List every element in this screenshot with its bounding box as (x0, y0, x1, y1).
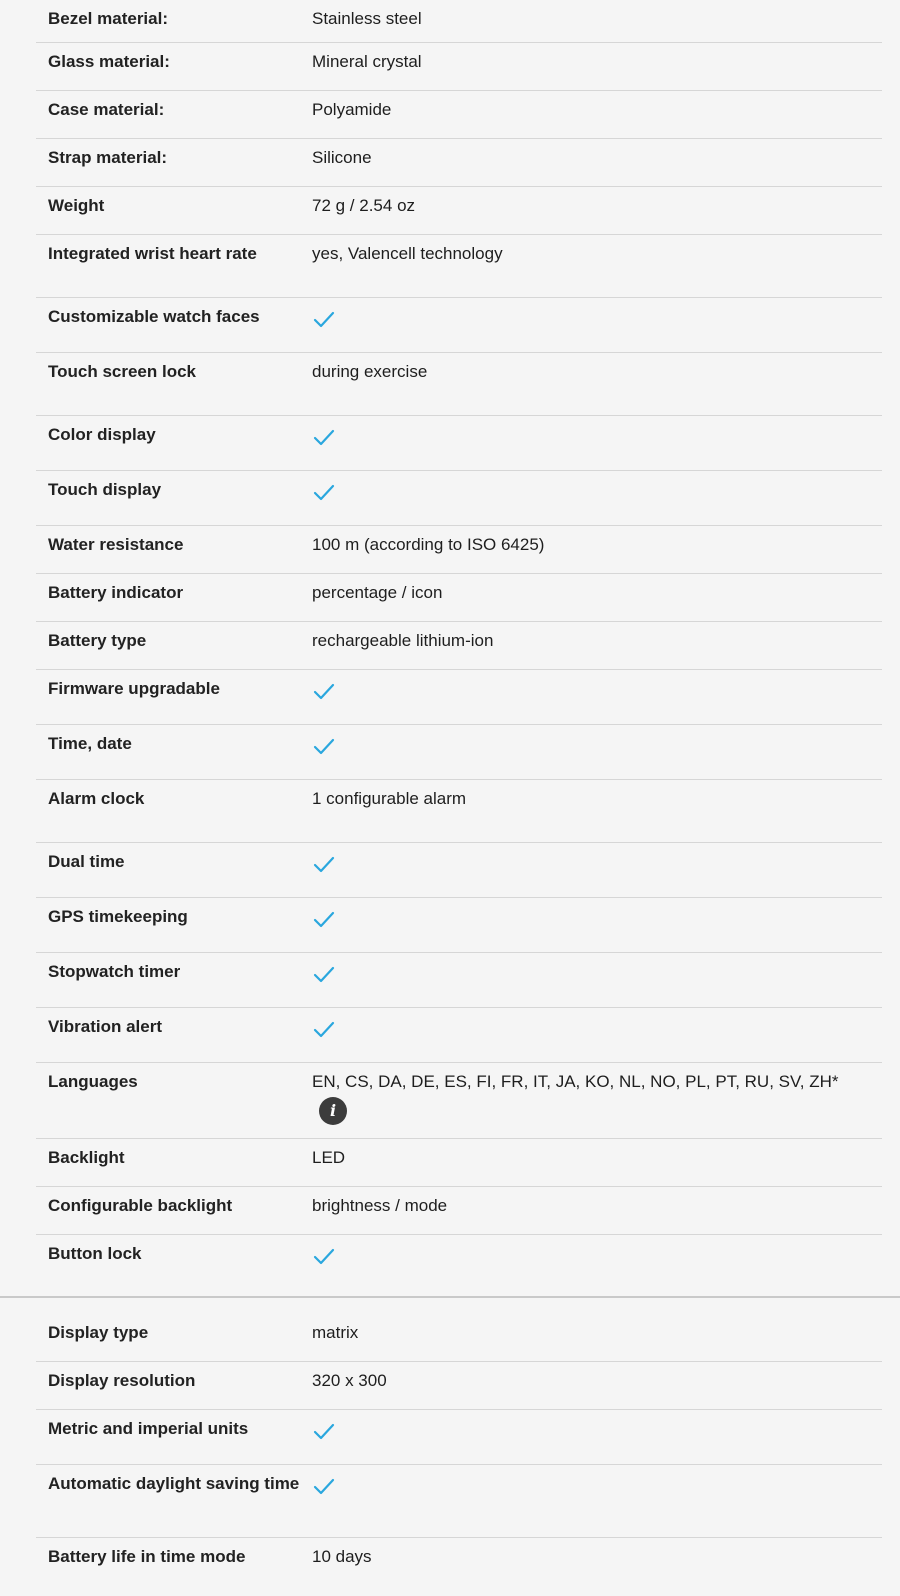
spec-row-display-type (36, 1314, 882, 1362)
spec-row-weight (36, 187, 882, 235)
spec-value (312, 1538, 882, 1586)
spec-value (312, 526, 882, 573)
spec-value (312, 187, 882, 234)
spec-value-text: matrix (312, 1323, 359, 1342)
spec-value-text: 320 x 300 (312, 1371, 387, 1390)
check-icon (312, 1245, 336, 1267)
spec-value (312, 0, 882, 42)
spec-value (312, 1235, 882, 1283)
spec-row-dual-time (36, 843, 882, 898)
spec-label: Display type (48, 1323, 149, 1342)
spec-value (312, 1362, 882, 1409)
spec-value-text: LED (312, 1148, 346, 1167)
spec-row-vibration-alert (36, 1008, 882, 1063)
spec-row-gps-timekeeping (36, 898, 882, 953)
spec-label: Weight (48, 196, 105, 215)
spec-label: Dual time (48, 852, 125, 871)
check-icon (312, 308, 336, 330)
spec-row-configurable-backlight (36, 1187, 882, 1235)
spec-row-firmware-upgradable (36, 670, 882, 725)
spec-label: Metric and imperial units (48, 1419, 249, 1438)
spec-row-strap-material (36, 139, 882, 187)
spec-label: Glass material: (48, 52, 170, 71)
spec-row-case-material (36, 91, 882, 139)
spec-label: Firmware upgradable (48, 679, 220, 698)
spec-value (312, 416, 882, 470)
check-icon (312, 1475, 336, 1497)
spec-label: Water resistance (48, 535, 184, 554)
spec-value (312, 898, 882, 952)
spec-label: Stopwatch timer (48, 962, 181, 981)
spec-value (312, 1008, 882, 1062)
spec-value (312, 1410, 882, 1464)
spec-label: Display resolution (48, 1371, 196, 1390)
spec-row-glass-material (36, 43, 882, 91)
spec-label: Alarm clock (48, 789, 145, 808)
spec-label: Battery type (48, 631, 147, 650)
spec-row-battery-type (36, 622, 882, 670)
spec-row-battery-life-in-time-mode (36, 1538, 882, 1586)
spec-row-backlight (36, 1139, 882, 1187)
spec-row-battery-indicator (36, 574, 882, 622)
check-icon (312, 908, 336, 930)
spec-value (312, 622, 882, 669)
spec-label: Backlight (48, 1148, 125, 1167)
spec-value (312, 471, 882, 525)
spec-label: Touch display (48, 480, 162, 499)
spec-label: Strap material: (48, 148, 168, 167)
spec-value (312, 725, 882, 779)
spec-value-text: rechargeable lithium-ion (312, 631, 494, 650)
spec-row-bezel-material (36, 0, 882, 43)
spec-value (312, 843, 882, 897)
check-icon (312, 853, 336, 875)
spec-value-text: EN, CS, DA, DE, ES, FI, FR, IT, JA, KO, NL, NO, PL, PT, RU, SV, ZH* (312, 1072, 839, 1091)
spec-value (312, 1314, 882, 1361)
spec-value (312, 235, 882, 297)
spec-value (312, 1063, 882, 1138)
spec-value-text: brightness / mode (312, 1196, 448, 1215)
spec-value (312, 574, 882, 621)
spec-label: Configurable backlight (48, 1196, 233, 1215)
spec-value-text: Mineral crystal (312, 52, 422, 71)
spec-label: Battery life in time mode (48, 1547, 246, 1566)
section-divider (0, 1296, 900, 1298)
check-icon (312, 481, 336, 503)
check-icon (312, 680, 336, 702)
spec-value (312, 139, 882, 186)
spec-row-touch-screen-lock (36, 353, 882, 416)
spec-label: Touch screen lock (48, 362, 197, 381)
spec-value-text: 72 g / 2.54 oz (312, 196, 416, 215)
spec-row-alarm-clock (36, 780, 882, 843)
spec-label: Time, date (48, 734, 132, 753)
check-icon (312, 426, 336, 448)
spec-row-water-resistance (36, 526, 882, 574)
info-icon[interactable]: i (319, 1097, 347, 1125)
spec-value (312, 780, 882, 842)
spec-row-touch-display (36, 471, 882, 526)
spec-label: Languages (48, 1072, 138, 1091)
spec-label: Color display (48, 425, 156, 444)
spec-row-automatic-daylight-saving-time (36, 1465, 882, 1538)
spec-value (312, 670, 882, 724)
spec-value-text: during exercise (312, 362, 428, 381)
spec-row-metric-and-imperial-units (36, 1410, 882, 1465)
spec-row-customizable-watch-faces (36, 298, 882, 353)
spec-label: Button lock (48, 1244, 142, 1263)
spec-value-text: 1 configurable alarm (312, 789, 467, 808)
spec-row-display-resolution (36, 1362, 882, 1410)
spec-value (312, 1187, 882, 1234)
spec-row-button-lock (36, 1235, 882, 1283)
spec-value (312, 1465, 882, 1537)
spec-value (312, 1139, 882, 1186)
spec-value-text: yes, Valencell technology (312, 244, 503, 263)
spec-row-integrated-wrist-heart-rate (36, 235, 882, 298)
spec-label: Integrated wrist heart rate (48, 244, 257, 263)
spec-value-text: 100 m (according to ISO 6425) (312, 535, 545, 554)
spec-value (312, 353, 882, 415)
spec-row-time-date (36, 725, 882, 780)
spec-label: Case material: (48, 100, 165, 119)
spec-label: Automatic daylight saving time (48, 1474, 300, 1493)
spec-value (312, 298, 882, 352)
check-icon (312, 735, 336, 757)
spec-value (312, 91, 882, 138)
check-icon (312, 1420, 336, 1442)
check-icon (312, 1018, 336, 1040)
check-icon (312, 963, 336, 985)
spec-label: GPS timekeeping (48, 907, 188, 926)
spec-label: Bezel material: (48, 9, 168, 28)
spec-value (312, 953, 882, 1007)
spec-row-languages (36, 1063, 882, 1139)
spec-value (312, 43, 882, 90)
specs-table-display (36, 1314, 882, 1586)
spec-label: Vibration alert (48, 1017, 162, 1036)
spec-value-text: Stainless steel (312, 9, 422, 28)
spec-row-color-display (36, 416, 882, 471)
spec-value-text: 10 days (312, 1547, 372, 1566)
spec-row-stopwatch-timer (36, 953, 882, 1008)
spec-value-text: Silicone (312, 148, 372, 167)
spec-label: Customizable watch faces (48, 307, 260, 326)
spec-value-text: Polyamide (312, 100, 392, 119)
spec-value-text: percentage / icon (312, 583, 443, 602)
spec-label: Battery indicator (48, 583, 184, 602)
specs-table-general (36, 0, 882, 1283)
